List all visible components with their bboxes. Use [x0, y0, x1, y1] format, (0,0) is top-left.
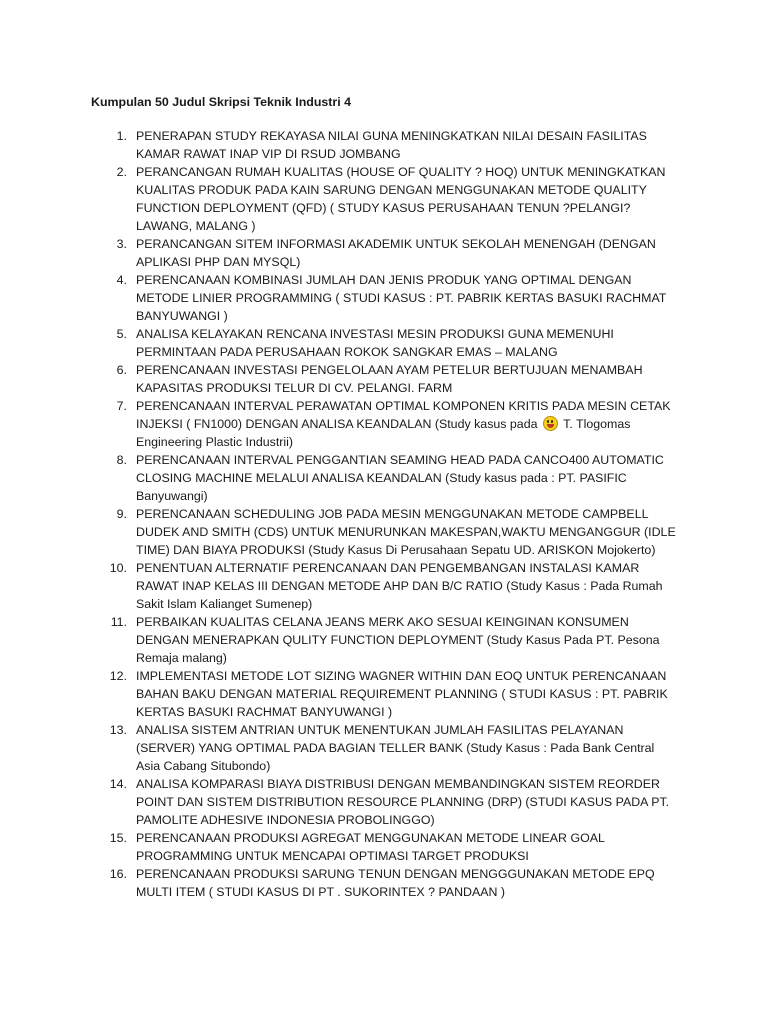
list-item: [100, 613, 680, 667]
list-item-number: 8.: [116, 452, 127, 467]
list-item-text: PERENCANAAN INVESTASI PENGELOLAAN AYAM PETELUR BERTUJUAN MENAMBAH KAPASITAS PRODUKSI TELUR DI CV. PELANGI. FARM: [136, 362, 643, 395]
list-item-text: PERANCANGAN RUMAH KUALITAS (HOUSE OF QUALITY ? HOQ) UNTUK MENINGKATKAN KUALITAS PRODUK PADA KAIN SARUNG DENGAN MENGGUNAKAN METODE QUALITY FUNCTION DEPLOYMENT (QFD) ( STUDY KASUS PERUSAHAAN TENUN ?PELANGI? LAWANG, MALANG ): [136, 164, 666, 233]
list-item: [100, 163, 680, 235]
document-title: Kumpulan 50 Judul Skripsi Teknik Industri 4: [91, 95, 352, 109]
list-item-number: 3.: [116, 236, 127, 251]
list-item-number: 14.: [109, 776, 127, 791]
list-item: [100, 505, 680, 559]
list-item-number: 12.: [109, 668, 127, 683]
list-item-number: 2.: [116, 164, 127, 179]
list-item-number: 9.: [116, 506, 127, 521]
list-item-number: 7.: [116, 398, 127, 413]
list-item: [100, 829, 680, 865]
list-item-number: 15.: [109, 830, 127, 845]
list-item-text: ANALISA SISTEM ANTRIAN UNTUK MENENTUKAN JUMLAH FASILITAS PELAYANAN (SERVER) YANG OPTIMAL PADA BAGIAN TELLER BANK (Study Kasus : Pada Bank Central Asia Cabang Situbondo): [136, 722, 655, 773]
list-item-text: PERBAIKAN KUALITAS CELANA JEANS MERK AKO SESUAI KEINGINAN KONSUMEN DENGAN MENERAPKAN QULITY FUNCTION DEPLOYMENT (Study Kasus Pada PT. Pesona Remaja malang): [136, 614, 660, 665]
list-item-number: 10.: [109, 560, 127, 575]
list-item: [100, 235, 680, 271]
list-item-number: 11.: [110, 614, 127, 629]
list-item-text: PERENCANAAN PRODUKSI SARUNG TENUN DENGAN MENGGGUNAKAN METODE EPQ MULTI ITEM ( STUDI KASUS DI PT . SUKORINTEX ? PANDAAN ): [136, 866, 655, 899]
list-item: [100, 559, 680, 613]
list-item: [100, 865, 680, 901]
list-item-text: PERENCANAAN PRODUKSI AGREGAT MENGGUNAKAN METODE LINEAR GOAL PROGRAMMING UNTUK MENCAPAI OPTIMASI TARGET PRODUKSI: [136, 830, 605, 863]
list-item-text: ANALISA KOMPARASI BIAYA DISTRIBUSI DENGAN MEMBANDINGKAN SISTEM REORDER POINT DAN SISTEM DISTRIBUTION RESOURCE PLANNING (DRP) (STUDI KASUS PADA PT. PAMOLITE ADHESIVE INDONESIA PROBOLINGGO): [136, 776, 670, 827]
list-item: [100, 451, 680, 505]
list-item-number: 5.: [116, 326, 127, 341]
list-item-number: 4.: [116, 272, 127, 287]
list-item-text-after: T. Tlogomas Engineering Plastic Industrii): [136, 416, 631, 449]
list-item-text: IMPLEMENTASI METODE LOT SIZING WAGNER WITHIN DAN EOQ UNTUK PERENCANAAN BAHAN BAKU DENGAN MATERIAL REQUIREMENT PLANNING ( STUDI KASUS : PT. PABRIK KERTAS BASUKI RACHMAT BANYUWANGI ): [136, 668, 668, 719]
smiley-emoticon-icon: [543, 416, 558, 431]
list-item-text: PENERAPAN STUDY REKAYASA NILAI GUNA MENINGKATKAN NILAI DESAIN FASILITAS KAMAR RAWAT INAP VIP DI RSUD JOMBANG: [136, 128, 647, 161]
list-item-text: [136, 397, 680, 451]
thesis-title-list: [100, 127, 680, 901]
list-item-number: 13.: [109, 722, 127, 737]
list-item: [100, 325, 680, 361]
list-item-text: ANALISA KELAYAKAN RENCANA INVESTASI MESIN PRODUKSI GUNA MEMENUHI PERMINTAAN PADA PERUSAHAAN ROKOK SANGKAR EMAS – MALANG: [136, 326, 614, 359]
list-item: [100, 775, 680, 829]
list-item: [100, 667, 680, 721]
list-item-text: PENENTUAN ALTERNATIF PERENCANAAN DAN PENGEMBANGAN INSTALASI KAMAR RAWAT INAP KELAS III DENGAN METODE AHP DAN B/C RATIO (Study Kasus : Pada Rumah Sakit Islam Kalianget Sumenep): [136, 560, 663, 611]
list-item-text: PERENCANAAN INTERVAL PENGGANTIAN SEAMING HEAD PADA CANCO400 AUTOMATIC CLOSING MACHINE MELALUI ANALISA KEANDALAN (Study kasus pada : PT. PASIFIC Banyuwangi): [136, 452, 664, 503]
list-item-number: 1.: [116, 128, 127, 143]
list-item: [100, 361, 680, 397]
list-item-text-before: PERENCANAAN INTERVAL PERAWATAN OPTIMAL KOMPONEN KRITIS PADA MESIN CETAK INJEKSI ( FN1000) DENGAN ANALISA KEANDALAN (Study kasus pada: [136, 398, 671, 431]
list-item: [100, 721, 680, 775]
list-item-number: 16.: [109, 866, 127, 881]
list-item: [100, 271, 680, 325]
list-item-text: PERENCANAAN SCHEDULING JOB PADA MESIN MENGGUNAKAN METODE CAMPBELL DUDEK AND SMITH (CDS) UNTUK MENURUNKAN MAKESPAN,WAKTU MENGANGGUR (IDLE TIME) DAN BIAYA PRODUKSI (Study Kasus Di Perusahaan Sepatu UD. ARISKON Mojokerto): [136, 506, 676, 557]
list-item: [100, 127, 680, 163]
list-item-text: PERANCANGAN SITEM INFORMASI AKADEMIK UNTUK SEKOLAH MENENGAH (DENGAN APLIKASI PHP DAN MYSQL): [136, 236, 656, 269]
list-item-text: PERENCANAAN KOMBINASI JUMLAH DAN JENIS PRODUK YANG OPTIMAL DENGAN METODE LINIER PROGRAMMING ( STUDI KASUS : PT. PABRIK KERTAS BASUKI RACHMAT BANYUWANGI ): [136, 272, 667, 323]
list-item: [100, 397, 680, 451]
list-item-number: 6.: [116, 362, 127, 377]
